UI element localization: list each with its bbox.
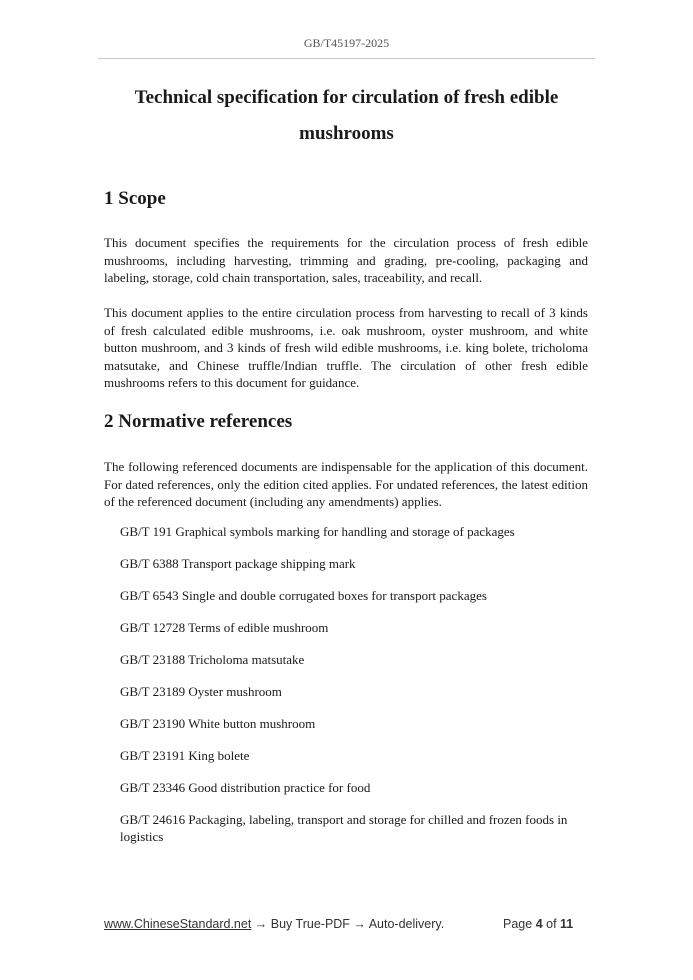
reference-item: GB/T 6388 Transport package shipping mark <box>120 556 356 571</box>
footer-tagline: → Buy True-PDF → Auto-delivery. <box>251 917 445 931</box>
reference-list <box>120 523 590 845</box>
section-heading-scope: 1 Scope <box>104 188 166 209</box>
document-title: Technical specification for circulation of fresh edible mushrooms <box>134 87 559 144</box>
reference-item: GB/T 23188 Tricholoma matsutake <box>120 652 305 667</box>
reference-item: GB/T 23191 King bolete <box>120 748 250 763</box>
page-total: 11 <box>560 917 574 931</box>
reference-item: GB/T 23346 Good distribution practice for food <box>120 780 371 795</box>
reference-item: GB/T 6543 Single and double corrugated boxes for transport packages <box>120 588 487 603</box>
page-of: of <box>546 917 557 931</box>
reference-item: GB/T 24616 Packaging, labeling, transport and storage for chilled and frozen foods in logistics <box>120 812 568 844</box>
reference-item: GB/T 23190 White button mushroom <box>120 716 316 731</box>
section-heading-normative-references: 2 Normative references <box>104 411 293 432</box>
normative-references-intro: The following referenced documents are indispensable for the application of this document. For dated references, only the edition cited applies. For undated references, the latest edition of the referenced document (including any amendments) applies. <box>104 459 588 510</box>
scope-paragraph-1: This document specifies the requirements for the circulation process of fresh edible mushrooms, including harvesting, trimming and grading, pre-cooling, packaging and labeling, storage, cold chain transportation, sales, traceability, and recall. <box>104 235 588 286</box>
scope-paragraph-2: This document applies to the entire circulation process from harvesting to recall of 3 kinds of fresh calculated edible mushrooms, i.e. oak mushroom, oyster mushroom, and white button mushroom, and 3 kinds of fresh wild edible mushrooms, i.e. king bolete, tricholoma matsutake, and Chinese truffle/Indian truffle. The circulation of other fresh edible mushrooms refers to this document for guidance. <box>104 305 588 391</box>
footer-promo <box>104 917 444 931</box>
page-label: Page <box>503 917 533 931</box>
page-indicator <box>503 917 573 931</box>
page-current: 4 <box>535 917 543 931</box>
reference-item: GB/T 191 Graphical symbols marking for handling and storage of packages <box>120 524 515 539</box>
reference-item: GB/T 23189 Oyster mushroom <box>120 684 282 699</box>
site-link[interactable]: www.ChineseStandard.net <box>104 917 252 931</box>
header-divider <box>98 58 595 59</box>
header-doc-code: GB/T45197-2025 <box>303 36 390 50</box>
reference-item: GB/T 12728 Terms of edible mushroom <box>120 620 329 635</box>
